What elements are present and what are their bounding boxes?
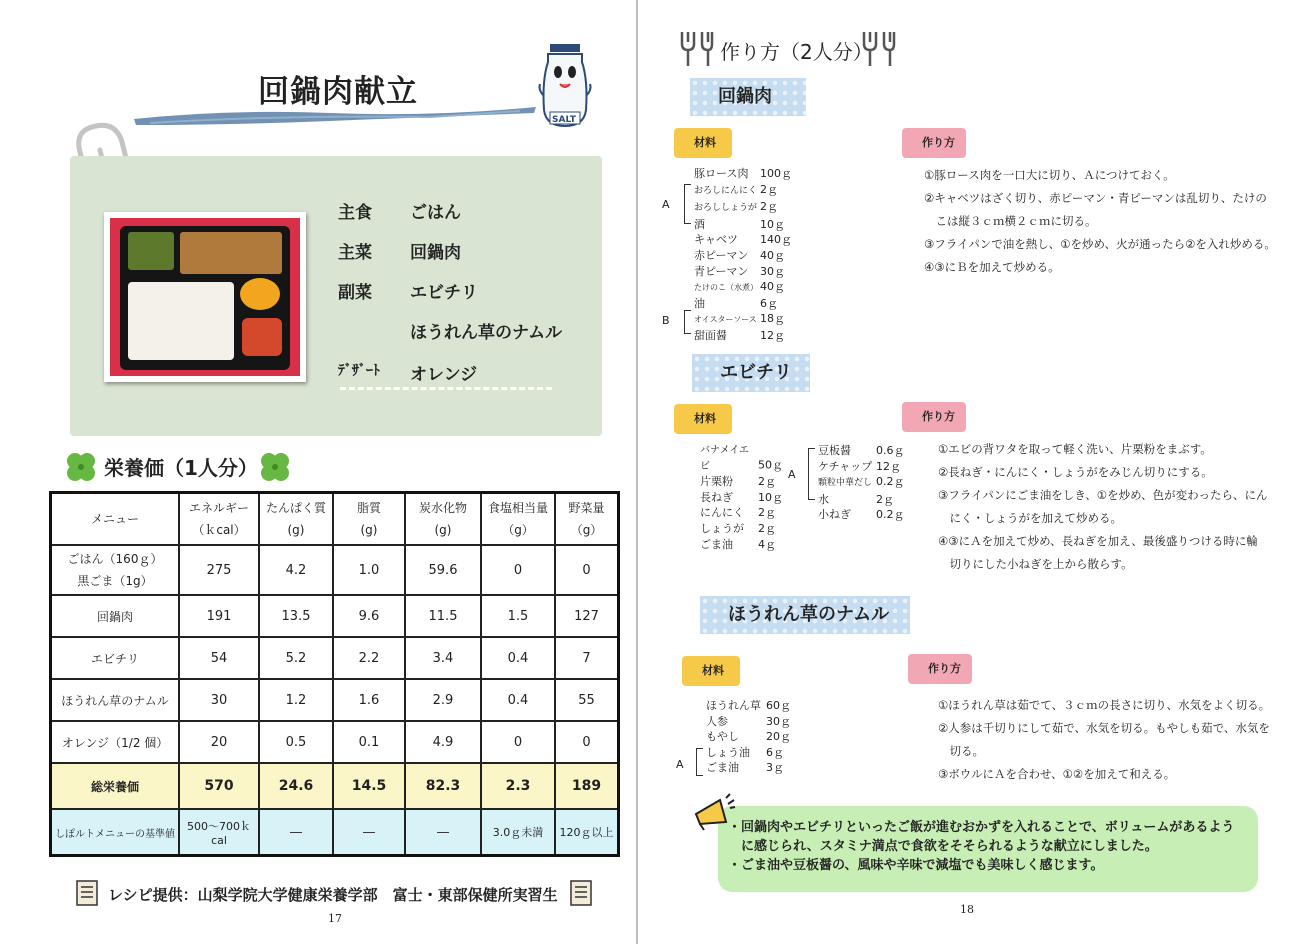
cell: 1.2 [259,679,333,721]
cell: 120ｇ以上 [555,809,619,856]
ingredient-name: おろしにんにく [694,185,758,196]
cell: 4.9 [405,721,481,763]
namul-food [128,232,174,270]
ingredient [706,714,791,730]
megaphone-icon [690,792,736,832]
header-unit: (g) [360,523,378,537]
step: にく・しょうがを加えて炒める。 [938,511,1122,525]
table-header-row [51,493,619,546]
ingredient-name: もやし [706,730,739,744]
step: ①ほうれん草は茹でて、３ｃｍの長さに切り、水気をよく切る。 [938,698,1271,712]
cell: 1.6 [333,679,405,721]
ingredient-list [700,443,783,552]
ingredient-name: 青ピーマン [694,264,749,278]
header-cell [555,493,619,546]
ingredient-amount: 30ｇ [760,264,785,278]
group-label: A [788,468,796,481]
ingredient-name: 赤ピーマン [694,248,749,262]
clover-icon [258,450,292,484]
cell: 0 [555,721,619,763]
ingredient [818,443,905,459]
header-name: エネルギー [188,501,249,515]
ingredient [694,182,792,200]
method-tag: 作り方 [902,128,966,158]
memo-icon [566,878,596,908]
ingredient-name: 甜面醤 [694,328,727,342]
ingredient-amount: 50ｇ [758,458,783,472]
table-row [51,679,619,721]
ingredient-list-b [818,443,905,523]
bento-photo [104,212,306,382]
table-row [51,721,619,763]
step: ③フライパンで油を熱し、①を炒め、火が通ったら②を入れ炒める。 [924,237,1276,251]
ingredients-tag: 材料 [674,128,732,158]
bento-box [120,226,290,370]
ingredient-amount: 6ｇ [766,745,784,759]
cell: 127 [555,595,619,637]
header-unit: （g） [570,523,603,537]
ingredient [700,537,783,553]
header-unit: （ｋcal） [192,523,246,537]
ingredient-name: キャベツ [694,233,738,247]
ingredient-name: 顆粒中華だし [818,478,873,489]
ingredient-name: ケチャップ [818,459,873,473]
ingredient-amount: 10ｇ [760,217,785,231]
menu-row [338,238,578,263]
group-label: B [662,314,670,327]
standard-row [51,809,619,856]
ingredient-name: ほうれん草 [706,699,761,712]
step: ②長ねぎ・にんにく・しょうがをみじん切りにする。 [938,465,1213,479]
ingredient-name: 長ねぎ [700,490,733,504]
cell: 7 [555,637,619,679]
ingredient-amount: 2ｇ [876,492,894,506]
ingredient [694,217,792,233]
ingredient-amount: 40ｇ [760,280,785,294]
menu-dashed-line [340,387,552,390]
cell: ― [405,809,481,856]
method-steps [938,694,1270,786]
recipe-credit: レシピ提供：山梨学院大学健康栄養学部 富士・東部保健所実習生 [108,886,558,904]
ingredient-name: にんにく [700,506,744,520]
ingredient-amount: 2ｇ [758,521,776,535]
ingredients-tag: 材料 [674,404,732,434]
ebichiri-food [242,318,282,356]
step: こは縦３ｃｍ横２ｃｍに切る。 [924,214,1097,228]
page-title: 回鍋肉献立 [258,74,418,110]
cell: ― [333,809,405,856]
ingredient-amount: 2ｇ [760,182,778,196]
ingredient-amount: 60ｇ [766,699,791,712]
ingredient [706,729,791,745]
menu-row [338,198,578,223]
ingredient [694,328,792,344]
ingredient [694,199,792,217]
page-number: 18 [960,903,974,916]
nutrition-table [49,491,620,857]
cell: 191 [179,595,259,637]
row-menu: オレンジ（1/2 個） [51,721,180,763]
cell: 0.1 [333,721,405,763]
header-cell [333,493,405,546]
group-bracket [684,184,691,224]
ingredient-name: 人参 [706,714,728,728]
ingredient [694,248,792,264]
cell: 570 [179,763,259,809]
method-steps [924,164,1276,279]
step: ②人参は千切りにして茹で、水気を切る。もやしも茹で、水気を [938,721,1270,735]
cell: 14.5 [333,763,405,809]
ingredient [694,264,792,280]
cell: 5.2 [259,637,333,679]
row-menu: 回鍋肉 [51,595,180,637]
note-line: ・ごま油や豆板醤の、風味や辛味で減塩でも美味しく感じます。 [728,858,1104,873]
ingredient-list [706,698,791,776]
ingredient [818,507,905,523]
rice-food [128,282,234,360]
cell: 30 [179,679,259,721]
ingredient-name: 油 [694,296,705,310]
ingredient [706,760,791,776]
orange-food [240,278,280,310]
ingredient [818,492,905,508]
menu-label: 主菜 [338,243,372,263]
cell: 20 [179,721,259,763]
menu-row [338,278,578,303]
ingredient-amount: 2ｇ [760,200,778,214]
recipe-title-band: エビチリ [692,354,810,392]
ingredient-amount: 2ｇ [758,506,776,520]
ingredient [694,311,792,328]
cell: 0.5 [259,721,333,763]
ingredient [694,279,792,296]
header-unit: (g) [434,523,452,537]
ingredient-amount: 100ｇ [760,167,792,180]
method-tag: 作り方 [902,402,966,432]
row-menu: エビチリ [51,637,180,679]
step: ③ボウルにＡを合わせ、①②を加えて和える。 [938,767,1176,781]
cell: 1.5 [481,595,555,637]
cell: 0 [481,721,555,763]
cell: 0 [555,545,619,595]
ingredient [706,745,791,761]
page-number: 17 [328,912,342,925]
cell: 4.2 [259,545,333,595]
header-name: 炭水化物 [418,501,467,515]
cell: 1.0 [333,545,405,595]
step: ③フライパンにごま油をしき、①を炒め、色が変わったら、にん [938,488,1268,502]
menu-value: ほうれん草のナムル [410,323,563,343]
header-cell [259,493,333,546]
menu-value: エビチリ [410,283,478,303]
ingredient-name: おろししょうが [694,203,758,214]
method-steps [938,438,1268,576]
ingredient-amount: 20ｇ [766,730,791,744]
group-bracket [684,310,691,334]
table-row [51,545,619,595]
nutrition-title: 栄養価（1人分） [104,456,258,480]
ingredient-name: 片栗粉 [700,475,733,489]
ingredient-amount: 3ｇ [766,761,784,775]
ingredient-amount: 6ｇ [760,296,778,310]
ingredient-amount: 30ｇ [766,714,791,728]
ingredient [700,490,783,506]
group-label: A [676,758,684,771]
fork-icon [860,28,896,68]
header-cell [405,493,481,546]
cell: 500～700ｋcal [179,809,259,856]
row-menu: 総栄養価 [51,763,180,809]
ingredient-amount: 12ｇ [876,459,901,473]
total-row [51,763,619,809]
method-title: 作り方（2人分） [720,40,873,64]
note-box [718,806,1258,892]
cell: 2.9 [405,679,481,721]
ingredient [700,521,783,537]
recipe-title-band: ほうれん草のナムル [700,596,910,634]
ingredients-tag: 材料 [682,656,740,686]
step: ④③にＡを加えて炒め、長ねぎを加え、最後盛りつける時に輪 [938,534,1258,548]
menu-row [338,360,578,385]
table-row [51,595,619,637]
cell: 0.4 [481,679,555,721]
table-row [51,637,619,679]
ingredient-name: 酒 [694,217,705,231]
header-unit: （g） [502,523,534,537]
row-menu-line: 黒ごま（1g） [77,574,153,588]
row-menu [51,545,180,595]
ingredient [700,474,783,490]
ingredient-amount: 12ｇ [760,328,785,342]
ingredient [700,443,783,474]
step: 切りにした小ねぎを上から散らす。 [938,557,1133,571]
ingredient-amount: 0.2ｇ [876,508,905,522]
cell: 82.3 [405,763,481,809]
header-name: 食塩相当量 [487,501,548,515]
group-bracket [696,748,703,776]
menu-value: オレンジ [410,365,478,385]
note-line: ・回鍋肉やエビチリといったご飯が進むおかずを入れることで、ボリュームがあるよう [728,820,1235,835]
row-menu-line: ごはん（160ｇ） [67,552,163,566]
menu-value: 回鍋肉 [410,243,461,263]
header-name: たんぱく質 [265,501,326,515]
ingredient-name: オイスターソース [694,315,757,325]
group-bracket [808,448,815,500]
row-menu: しぽルトメニューの基準値 [51,809,180,856]
ingredient-amount: 0.6ｇ [876,444,905,457]
ingredient-amount: 10ｇ [758,490,783,504]
ingredient [694,166,792,182]
fork-icon [678,28,714,68]
ingredient-name: 水 [818,492,829,506]
cell: 55 [555,679,619,721]
menu-label: 副菜 [338,283,372,303]
header-cell [179,493,259,546]
ingredient-amount: 2ｇ [758,475,776,489]
cell: 13.5 [259,595,333,637]
cell: 0.4 [481,637,555,679]
cell: ― [259,809,333,856]
clover-icon [64,450,98,484]
huiguorou-food [180,232,282,274]
row-menu: ほうれん草のナムル [51,679,180,721]
cell: 24.6 [259,763,333,809]
ingredient [700,505,783,521]
cell: 2.3 [481,763,555,809]
ingredient-name: 小ねぎ [818,508,851,522]
cell: 54 [179,637,259,679]
step: 切る。 [938,744,984,758]
ingredient-name: バナメイエビ [700,445,749,472]
step: ①豚ロース肉を一口大に切り、Ａにつけておく。 [924,168,1175,182]
header-unit: (g) [287,523,305,537]
ingredient-amount: 40ｇ [760,248,785,262]
ingredient [818,474,905,492]
ingredient-name: ごま油 [700,537,733,551]
ingredient-amount: 140ｇ [760,233,792,247]
page-17 [0,0,636,944]
step: ④③にＢを加えて炒める。 [924,260,1060,274]
method-tag: 作り方 [908,654,972,684]
cell: 3.4 [405,637,481,679]
cell: 0 [481,545,555,595]
header-name: 脂質 [356,501,381,515]
cell: 189 [555,763,619,809]
ingredient-name: しょうが [700,521,744,535]
ingredient-name: 豚ロース肉 [694,167,749,180]
ingredient [694,232,792,248]
ingredient-amount: 0.2ｇ [876,475,905,489]
ingredient-name: 豆板醤 [818,444,851,457]
menu-value: ごはん [410,203,461,223]
menu-label: ﾃﾞｻﾞｰﾄ [338,363,380,379]
ingredient-amount: 4ｇ [758,537,776,551]
header-menu: メニュー [51,493,180,546]
memo-icon [72,878,102,908]
ingredient-name: しょう油 [706,745,750,759]
cell: 11.5 [405,595,481,637]
menu-label: 主食 [338,203,372,223]
cell: 9.6 [333,595,405,637]
group-label: A [662,198,670,211]
salt-label: SALT [552,115,576,125]
ingredient [706,698,791,714]
note-line: に感じられ、スタミナ満点で食欲をそそられるような献立にしました。 [728,839,1158,854]
header-cell [481,493,555,546]
ingredient-amount: 18ｇ [760,312,785,326]
step: ②キャベツはざく切り、赤ピーマン・青ピーマンは乱切り、たけの [924,191,1267,205]
cell: 2.2 [333,637,405,679]
ingredient-name: ごま油 [706,761,739,775]
ingredient-list [694,166,792,344]
cell: 3.0ｇ未満 [481,809,555,856]
header-name: 野菜量 [568,501,605,515]
step: ①エビの背ワタを取って軽く洗い、片栗粉をまぶす。 [938,442,1212,456]
ingredient [818,459,905,475]
ingredient [694,296,792,312]
recipe-title-band: 回鍋肉 [690,78,806,116]
cell: 275 [179,545,259,595]
cell: 59.6 [405,545,481,595]
ingredient-name: たけのこ（水煮） [694,283,758,293]
